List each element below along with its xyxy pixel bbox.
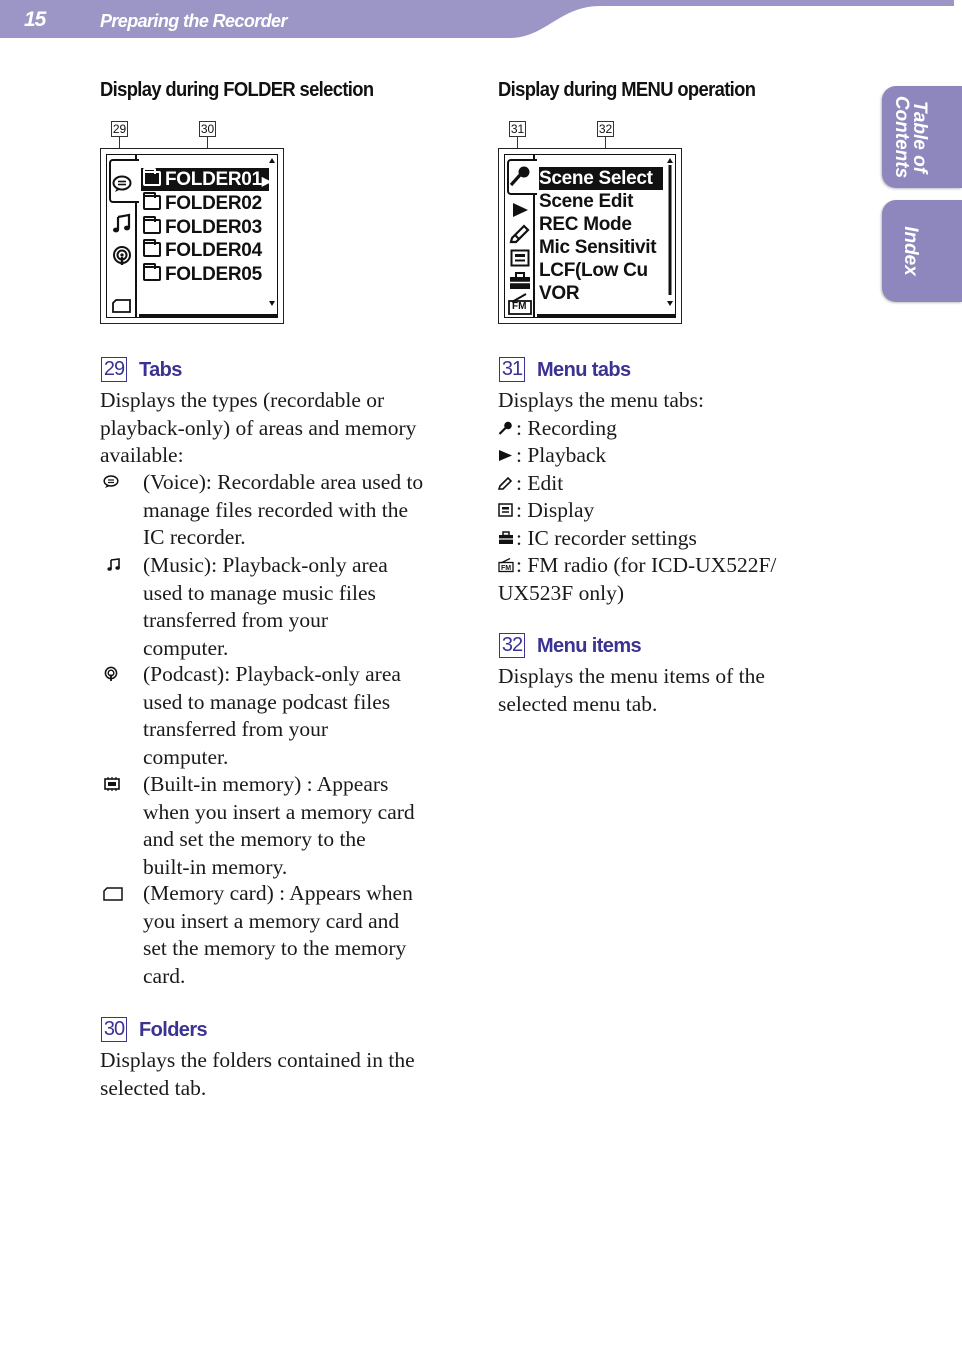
text-line: (Memory card) : Appears when: [143, 881, 413, 905]
folder-row[interactable]: [141, 192, 262, 215]
memory-card-icon: [110, 295, 134, 317]
menu-tab-description: : Display: [516, 498, 595, 522]
text-line: selected menu tab.: [498, 691, 658, 716]
built-in-memory-icon: [103, 777, 121, 795]
item-number-box: 30: [101, 1017, 127, 1042]
folder-name: FOLDER01: [165, 169, 262, 190]
text-line: available:: [100, 443, 184, 467]
memory-card-description: [143, 880, 463, 990]
fm-icon: [508, 293, 532, 315]
text-line: (Built-in memory) : Appears: [143, 772, 389, 796]
scrollbar[interactable]: [268, 157, 276, 307]
folder-icon: [143, 266, 161, 281]
microphone-icon: [508, 165, 532, 187]
voice-icon: [110, 173, 134, 195]
text-line: transferred from your: [143, 608, 329, 632]
menu-tabs-intro: Displays the menu tabs:: [498, 388, 705, 412]
text-line: (Voice): Recordable area used to: [143, 470, 424, 494]
menu-tab-continuation: UX523F only): [498, 581, 625, 605]
folder-row[interactable]: [141, 263, 262, 286]
text-line: manage files recorded with the: [143, 497, 409, 522]
toc-tab-line2: Contents: [891, 95, 912, 179]
folder-icon: [143, 242, 161, 257]
menu-tab-entry: [498, 470, 563, 501]
text-line: (Music): Playback-only area: [143, 553, 388, 577]
folder-row-selected[interactable]: FOLDER01▶: [141, 168, 269, 191]
tabs-title: Tabs: [139, 359, 182, 381]
item-number-box: 32: [499, 633, 525, 658]
index-tab-label: Index: [900, 226, 921, 276]
text-line: Displays the types (recordable or: [100, 388, 385, 412]
scrollbar[interactable]: [666, 157, 674, 307]
podcast-icon: [110, 245, 134, 267]
voice-icon: [103, 475, 119, 493]
text-line: computer.: [143, 635, 229, 660]
text-line: and set the memory to the: [143, 827, 366, 851]
text-line: card.: [143, 963, 186, 988]
text-line: used to manage music files: [143, 580, 376, 605]
folder-panel-heading: Display during FOLDER selection: [100, 79, 374, 101]
section-title: Preparing the Recorder: [100, 11, 287, 31]
page-number: 15: [24, 8, 46, 31]
text-line: Displays the menu items of the: [498, 664, 765, 688]
callout-29: 29: [112, 122, 127, 136]
menu-tab-description: : Edit: [516, 471, 564, 495]
menu-item[interactable]: LCF(Low Cu: [539, 260, 648, 281]
lcd-screen: [106, 154, 278, 318]
text-line: set the memory to the memory: [143, 936, 407, 960]
text-line: built-in memory.: [143, 854, 288, 879]
text-line: selected tab.: [100, 1075, 207, 1100]
folder-list: [139, 155, 277, 317]
svg-text:FM: FM: [501, 565, 512, 572]
folder-icon: [143, 195, 161, 210]
menu-tab-entry: [498, 525, 697, 556]
play-icon: [508, 199, 532, 221]
folder-icon: [143, 219, 161, 234]
folders-description: [100, 1047, 470, 1102]
music-icon: [107, 558, 121, 576]
menu-item[interactable]: VOR: [539, 283, 580, 304]
menu-tab-description: : IC recorder settings: [516, 526, 697, 550]
index-tab[interactable]: [882, 200, 962, 302]
callout-32: 32: [598, 122, 613, 136]
memory-card-icon: [103, 887, 123, 905]
menu-tab-description: : Playback: [516, 443, 607, 467]
display-icon: [508, 247, 532, 269]
menu-lcd-display: [498, 148, 682, 324]
folder-row[interactable]: [141, 216, 262, 239]
folder-row[interactable]: [141, 239, 262, 262]
folder-name: FOLDER05: [165, 264, 262, 285]
display-icon: [498, 500, 516, 528]
menu-tab-entry: [498, 442, 606, 473]
folders-heading: [101, 1017, 207, 1042]
menu-tab-entry: [498, 497, 594, 528]
item-number-box: 31: [499, 357, 525, 382]
menu-tab-entry: [498, 415, 617, 446]
podcast-description: [143, 661, 463, 771]
menu-tab-entry: [498, 552, 776, 583]
menu-items-title: Menu items: [537, 635, 642, 657]
lcd-screen: [504, 154, 676, 318]
tabs-heading: [101, 357, 182, 382]
fm-label: FM: [512, 301, 527, 312]
folder-name: FOLDER02: [165, 193, 262, 214]
folder-name: FOLDER03: [165, 217, 262, 238]
folder-icon: [143, 171, 161, 186]
text-line: transferred from your: [143, 717, 329, 741]
text-line: (Podcast): Playback-only area: [143, 662, 401, 686]
text-line: you insert a memory card and: [143, 908, 400, 933]
toolbox-icon: [508, 270, 532, 292]
toc-tab-label: [892, 96, 928, 178]
text-line: used to manage podcast files: [143, 689, 391, 714]
fm-icon: [498, 555, 516, 583]
menu-panel-heading: Display during MENU operation: [498, 79, 756, 101]
text-line: when you insert a memory card: [143, 799, 415, 824]
pencil-icon: [508, 222, 532, 244]
menu-tab-description: : FM radio (for ICD-UX522F/: [516, 553, 777, 577]
menu-item[interactable]: Scene Edit: [539, 191, 634, 212]
folders-title: Folders: [139, 1019, 208, 1041]
menu-item[interactable]: REC Mode: [539, 214, 632, 235]
menu-tabs-title: Menu tabs: [537, 359, 631, 381]
menu-tab-description: : Recording: [516, 416, 617, 440]
built-in-memory-description: [143, 771, 463, 881]
item-number-box: 29: [101, 357, 127, 382]
menu-items-heading: [499, 633, 641, 658]
menu-item[interactable]: Mic Sensitivit: [539, 237, 657, 258]
play-icon: [498, 445, 516, 473]
text-line: playback-only) of areas and memory: [100, 415, 417, 440]
music-description: [143, 552, 463, 662]
text-line: computer.: [143, 744, 229, 769]
callout-31: 31: [510, 122, 525, 136]
menu-items-description: [498, 663, 858, 718]
menu-item-selected[interactable]: Scene Select: [539, 167, 663, 190]
tabs-intro: [100, 387, 460, 470]
toc-tab-line1: Table of: [909, 100, 930, 174]
voice-description: [143, 469, 463, 552]
text-line: Displays the folders contained in the: [100, 1048, 415, 1072]
menu-item-list: [537, 155, 675, 317]
table-of-contents-tab[interactable]: [882, 86, 962, 188]
menu-tabs-heading: [499, 357, 631, 382]
folder-name: FOLDER04: [165, 240, 262, 261]
folder-lcd-display: [100, 148, 284, 324]
text-line: IC recorder.: [143, 525, 246, 549]
callout-30: 30: [200, 122, 215, 136]
music-icon: [110, 213, 134, 235]
podcast-icon: [104, 667, 118, 686]
